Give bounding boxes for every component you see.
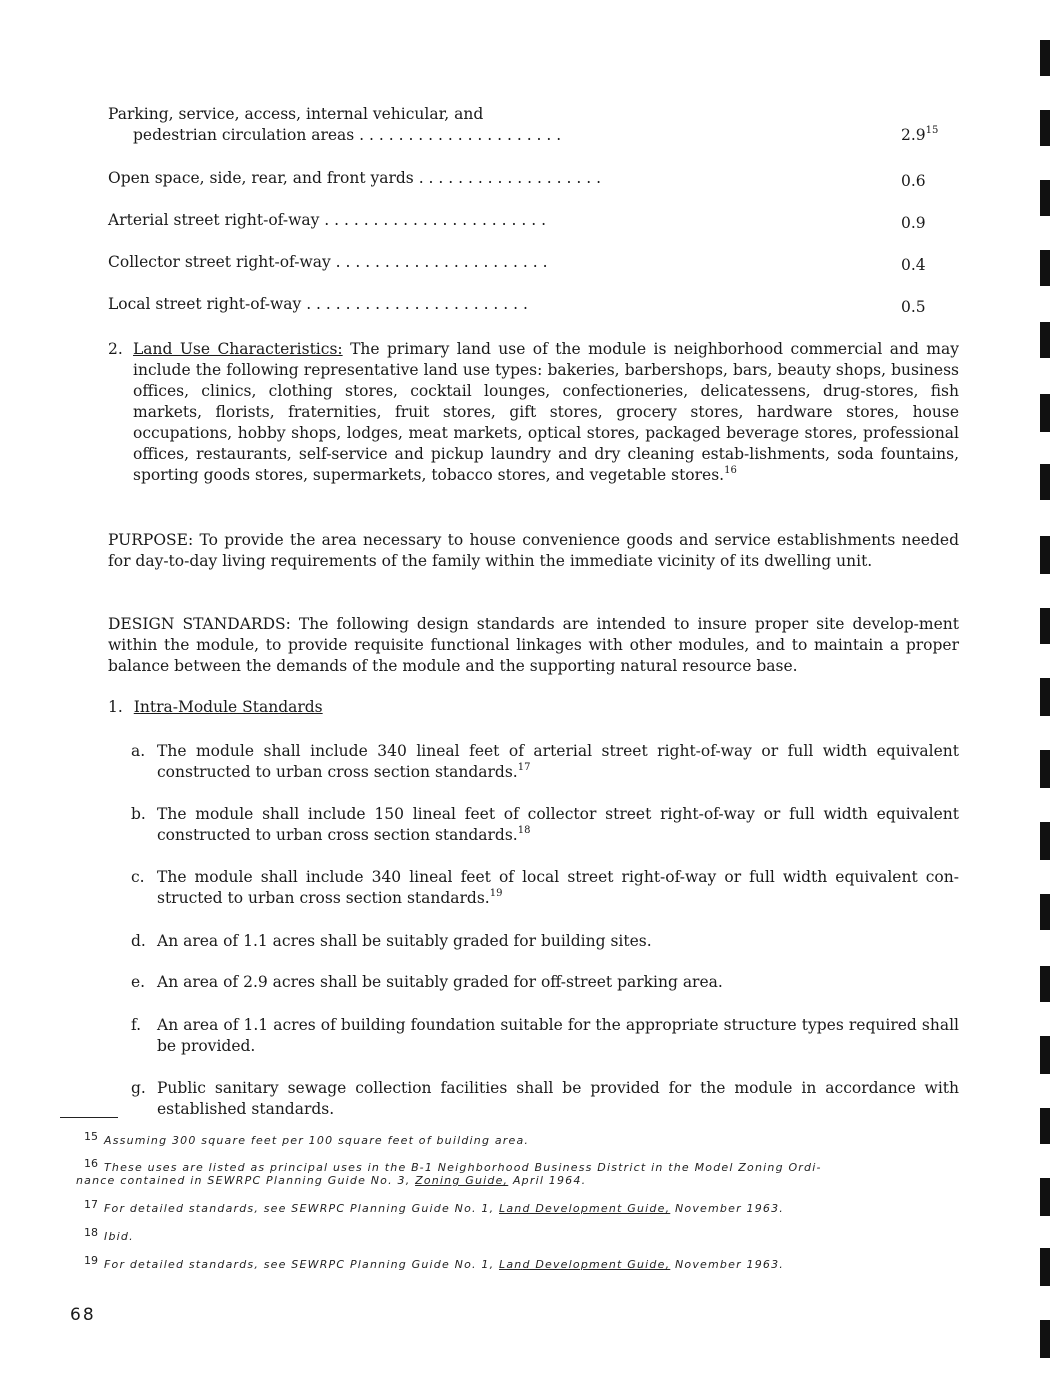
footnote-17: 17 For detailed standards, see SEWRPC Planning Guide No. 1, Land Development Guide, November 1963. <box>84 1198 784 1215</box>
footnote-16: 16 These uses are listed as principal uses in the B-1 Neighborhood Business District in the Model Zoning Ordi- <box>84 1157 822 1174</box>
footnote-16-continued: nance contained in SEWRPC Planning Guide No. 3, Zoning Guide, April 1964. <box>76 1174 587 1187</box>
item-letter-b: b. <box>131 805 146 823</box>
item-b: The module shall include 150 lineal feet of collector street right-of-way or full width equivalent constructed to urban cross section standards.$^{18}$ <box>157 805 959 844</box>
item-letter-a: a. <box>131 742 146 760</box>
scan-mark <box>1040 250 1050 286</box>
scan-mark <box>1040 40 1050 76</box>
scan-mark <box>1040 608 1050 644</box>
footnote-19: 19 For detailed standards, see SEWRPC Planning Guide No. 1, Land Development Guide, November 1963. <box>84 1254 784 1271</box>
scan-mark <box>1040 1320 1050 1358</box>
scan-mark <box>1040 822 1050 860</box>
scan-mark <box>1040 394 1050 432</box>
item-d: An area of 1.1 acres shall be suitably graded for building sites. <box>157 932 652 950</box>
scan-mark <box>1040 966 1050 1002</box>
area-item-parking-line1: Parking, service, access, internal vehicular, and <box>108 105 484 123</box>
item-letter-e: e. <box>131 973 146 991</box>
scan-mark <box>1040 750 1050 788</box>
scan-mark <box>1040 894 1050 930</box>
item-letter-d: d. <box>131 932 146 950</box>
land-use-paragraph: Land Use Characteristics: The primary land use of the module is neighborhood commercial and may include the following representative land use types: bakeries, barbershops, bars, beauty shops, business offices, clinics, clothing stores, cocktail lounges, confectioneries, delicatessens, drug-stores, fish markets, florists, fraternities, fruit stores, gift stores, grocery stores, hardware stores, house occupations, hobby shops, lodges, meat markets, optical stores, packaged beverage stores, professional offices, restaurants, self-service and pickup laundry and dry cleaning estab-lishments, soda fountains, sporting goods stores, supermarkets, tobacco stores, and vegetable stores.$^{16}$ <box>133 340 959 484</box>
footnote-18: 18 Ibid. <box>84 1226 134 1243</box>
purpose-paragraph: PURPOSE: To provide the area necessary to house convenience goods and service establishments needed for day-to-day living requirements of the family within the immediate vicinity of its dwelling unit. <box>108 531 959 570</box>
intra-module-heading: 1. Intra-Module Standards <box>108 698 323 716</box>
scan-mark <box>1040 110 1050 146</box>
scan-mark <box>1040 322 1050 358</box>
land-use-heading: Land Use Characteristics: <box>133 340 343 358</box>
design-standards-paragraph: DESIGN STANDARDS: The following design standards are intended to insure proper site develop-ment within the module, to provide requisite functional linkages with other modules, and to maintain a proper balance between the demands of the module and the supporting natural resource base. <box>108 615 960 675</box>
scan-mark <box>1040 464 1050 500</box>
area-item-arterial: Arterial street right-of-way . . . . . . . . . . . . . . . . . . . . . . . 0.9 <box>108 211 926 232</box>
item-letter-c: c. <box>131 868 145 886</box>
area-item-collector: Collector street right-of-way . . . . . . . . . . . . . . . . . . . . . . 0.4 <box>108 253 926 274</box>
page-number: 68 <box>70 1305 96 1325</box>
item-letter-f: f. <box>131 1016 142 1034</box>
scan-mark <box>1040 1178 1050 1216</box>
area-item-open-space: Open space, side, rear, and front yards . . . . . . . . . . . . . . . . . . . 0.6 <box>108 169 926 190</box>
scan-mark <box>1040 1036 1050 1074</box>
scan-mark <box>1040 1108 1050 1144</box>
scan-mark <box>1040 678 1050 716</box>
scan-mark <box>1040 180 1050 216</box>
scan-mark <box>1040 1248 1050 1286</box>
land-use-number: 2. <box>108 340 123 358</box>
area-item-local: Local street right-of-way . . . . . . . . . . . . . . . . . . . . . . . 0.5 <box>108 295 926 316</box>
item-letter-g: g. <box>131 1079 146 1097</box>
item-a: The module shall include 340 lineal feet of arterial street right-of-way or full width equivalent constructed to urban cross section standards.$^{17}$ <box>157 742 959 781</box>
item-g: Public sanitary sewage collection facilities shall be provided for the module in accordance with established standards. <box>157 1079 959 1118</box>
scan-mark <box>1040 536 1050 574</box>
footnote-divider <box>60 1117 118 1118</box>
item-c: The module shall include 340 lineal feet of local street right-of-way or full width equivalent con-structed to urban cross section standards.$^{19}$ <box>157 868 959 907</box>
footnote-15: 15 Assuming 300 square feet per 100 square feet of building area. <box>84 1130 530 1147</box>
area-item-parking: pedestrian circulation areas . . . . . . . . . . . . . . . . . . . . . $2.9^{15}$ <box>133 125 939 144</box>
item-e: An area of 2.9 acres shall be suitably graded for off-street parking area. <box>157 973 723 991</box>
item-f: An area of 1.1 acres of building foundation suitable for the appropriate structure types required shall be provided. <box>157 1016 959 1055</box>
